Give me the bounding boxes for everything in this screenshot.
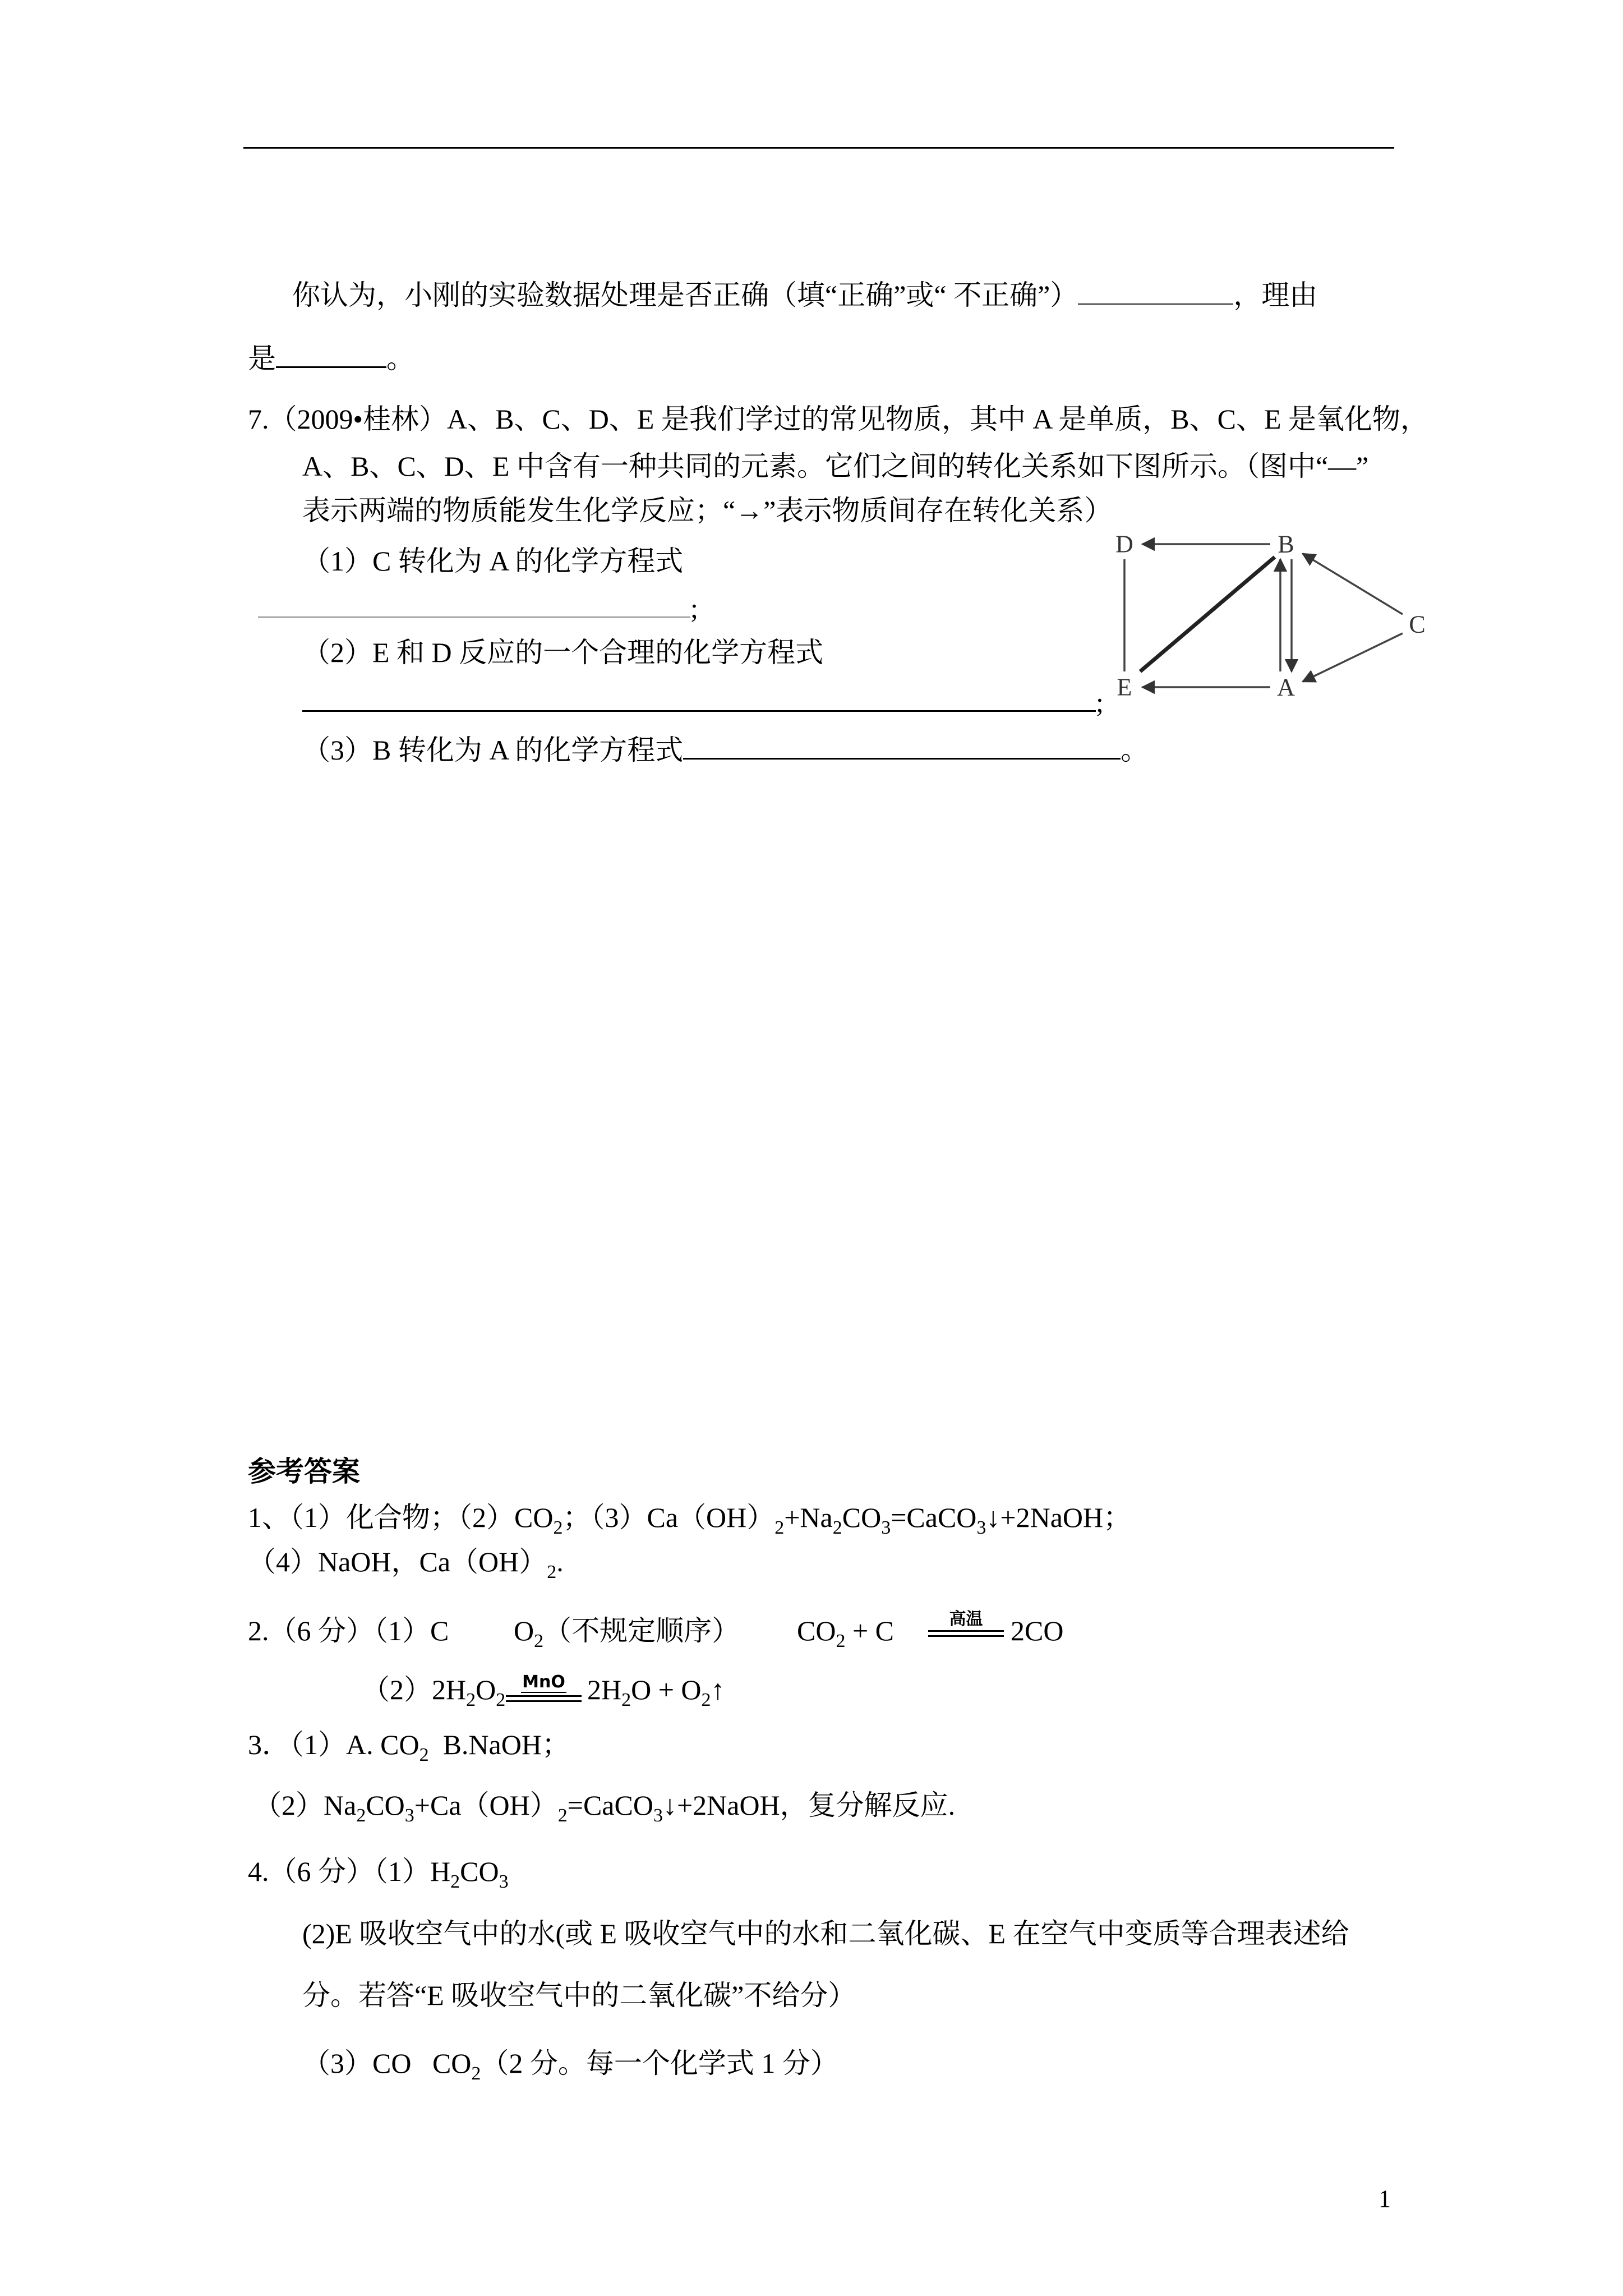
equation-2-sign: [506, 1673, 582, 1702]
q6-line-2: [248, 342, 414, 375]
subscript: 3: [653, 1805, 663, 1826]
subscript: 2: [621, 1690, 631, 1710]
q6-line2-start: 是: [248, 343, 276, 374]
q7-part1-label: （1）C 转化为 A 的化学方程式: [302, 545, 684, 577]
text: 2H: [587, 1674, 622, 1705]
equation-1-rhs: [1011, 1614, 1063, 1648]
subscript: 3: [976, 1517, 986, 1538]
node-d: D: [1115, 530, 1133, 558]
subscript: 3: [881, 1517, 891, 1538]
q7-part3-label: （3）B 转化为 A 的化学方程式: [302, 734, 684, 766]
q7-part-2: [302, 636, 823, 669]
text: O + O: [631, 1674, 702, 1705]
q7-stem-text: A、B、C、D、E 中含有一种共同的元素。它们之间的转化关系如下图所示。（图中“—”: [302, 450, 1369, 482]
catalyst-label: MnO: [522, 1672, 565, 1692]
answers-heading-text: 参考答案: [248, 1456, 360, 1487]
line-e-b: [1140, 557, 1275, 671]
arrow-c-to-a: [1303, 633, 1403, 682]
q7-part2-label: （2）E 和 D 反应的一个合理的化学方程式: [302, 637, 824, 668]
text: ；（3）Ca（OH）: [562, 1502, 775, 1533]
subscript: 2: [836, 1631, 846, 1651]
answer-4-line-1: [248, 1855, 509, 1892]
answer-2-line-1-oxygen: [514, 1614, 740, 1651]
node-c: C: [1409, 610, 1426, 638]
equation-1-lhs: [797, 1614, 894, 1651]
answer-1-line-1: [248, 1501, 1131, 1538]
text: ↑: [711, 1674, 725, 1705]
answer-2-line-1-start: [248, 1614, 449, 1648]
text: 2.（6 分）（1）C: [248, 1615, 449, 1646]
node-b: B: [1278, 530, 1294, 558]
q6-answer-blank: [1078, 281, 1233, 305]
text: 分。若答“E 吸收空气中的二氧化碳”不给分）: [302, 1980, 856, 2011]
answer-1-line-2: [248, 1545, 564, 1582]
text: +Ca（OH）: [414, 1789, 558, 1821]
equation-2-rhs: [587, 1673, 725, 1710]
subscript: 2: [553, 1517, 563, 1538]
answer-4-line-2: [302, 1917, 1349, 1950]
q6-after-blank: ，理由: [1233, 279, 1318, 311]
node-e: E: [1117, 673, 1132, 701]
subscript: 2: [701, 1690, 711, 1710]
page-number: 1: [1378, 2185, 1391, 2212]
text: O: [514, 1615, 534, 1646]
subscript: 2: [419, 1745, 429, 1765]
text: =CaCO: [567, 1789, 653, 1821]
text: （2）Na: [253, 1789, 357, 1821]
q7-part3-blank: [683, 735, 1121, 760]
text: （4）NaOH，Ca（OH）: [248, 1546, 547, 1577]
answer-2-line-2-prefix: [362, 1673, 505, 1710]
text: CO: [842, 1502, 882, 1533]
text: B.NaOH；: [428, 1729, 570, 1760]
double-equals-line: [928, 1630, 1004, 1637]
q7-stem-line-1: [248, 402, 1428, 436]
q6-prompt: 你认为，小刚的实验数据处理是否正确（填“正确”或“ 不正确”）: [292, 279, 1078, 311]
text: CO: [460, 1856, 499, 1887]
subscript: 2: [534, 1631, 544, 1651]
q7-stem-line-3: [302, 494, 1112, 527]
q7-part1-blank: [258, 594, 690, 618]
q7-part-1: [302, 544, 683, 578]
q7-part-2-answer-line: [302, 685, 1104, 719]
text: CO: [366, 1789, 405, 1821]
header-rule: [243, 147, 1394, 149]
subscript: 3: [499, 1871, 509, 1892]
answer-4-line-4: [302, 2046, 838, 2084]
conversion-diagram: [1108, 524, 1438, 712]
double-equals-line: [506, 1695, 582, 1702]
text: （2）2H: [362, 1674, 467, 1705]
text: （3）CO CO: [302, 2047, 472, 2079]
text: 3．（1）A. CO: [248, 1729, 419, 1760]
q7-stem-text: 7.（2009•桂林）A、B、C、D、E 是我们学过的常见物质，其中 A 是单质，B、C、E 是氧化物，: [248, 403, 1429, 435]
node-a: A: [1277, 673, 1295, 701]
subscript: 2: [450, 1871, 460, 1892]
q7-part2-end: ;: [1096, 687, 1104, 718]
text: + C: [845, 1615, 895, 1646]
subscript: 2: [547, 1562, 557, 1582]
answers-heading: [248, 1455, 360, 1488]
text: CO: [797, 1615, 836, 1646]
text: (2)E 吸收空气中的水(或 E 吸收空气中的水和二氧化碳、E 在空气中变质等合理表述给: [302, 1918, 1349, 1949]
answer-3-line-2: [253, 1788, 955, 1826]
q6-reason-blank: [276, 344, 386, 368]
equation-1-sign: [928, 1609, 1004, 1637]
text: 4.（6 分）（1）H: [248, 1856, 451, 1887]
subscript: 2: [496, 1690, 506, 1710]
subscript: 2: [557, 1805, 568, 1826]
answer-3-line-1: [248, 1728, 570, 1765]
text: +Na: [784, 1502, 833, 1533]
q7-stem-text: 表示两端的物质能发生化学反应；“→”表示物质间存在转化关系）: [302, 495, 1113, 526]
q7-part-1-answer-line: [258, 591, 698, 625]
text: ↓+2NaOH，复分解反应.: [662, 1789, 956, 1821]
q7-stem-line-2: [302, 449, 1368, 483]
text: （2 分。每一个化学式 1 分）: [481, 2047, 838, 2079]
arrow-c-to-b: [1303, 554, 1403, 614]
answer-4-line-3: [302, 1978, 856, 2012]
q7-part1-end: ;: [690, 592, 698, 624]
subscript: 2: [832, 1517, 842, 1538]
text: =CaCO: [891, 1502, 977, 1533]
q6-line2-end: 。: [386, 343, 414, 374]
subscript: 2: [356, 1805, 366, 1826]
text: （不规定顺序）: [543, 1615, 740, 1646]
text: .: [556, 1546, 564, 1577]
text: O: [476, 1674, 496, 1705]
text: 1、（1）化合物；（2）CO: [248, 1502, 554, 1533]
subscript: 2: [774, 1517, 785, 1538]
q7-part3-end: 。: [1121, 734, 1149, 766]
q7-part-3: [302, 733, 1149, 767]
q7-part2-blank: [302, 688, 1096, 712]
subscript: 3: [404, 1805, 414, 1826]
text: 2CO: [1011, 1615, 1064, 1646]
q6-line-1: [292, 278, 1317, 312]
subscript: 2: [471, 2063, 481, 2084]
reaction-condition: 高温: [949, 1609, 983, 1629]
text: ↓+2NaOH；: [986, 1502, 1132, 1533]
subscript: 2: [466, 1690, 476, 1710]
